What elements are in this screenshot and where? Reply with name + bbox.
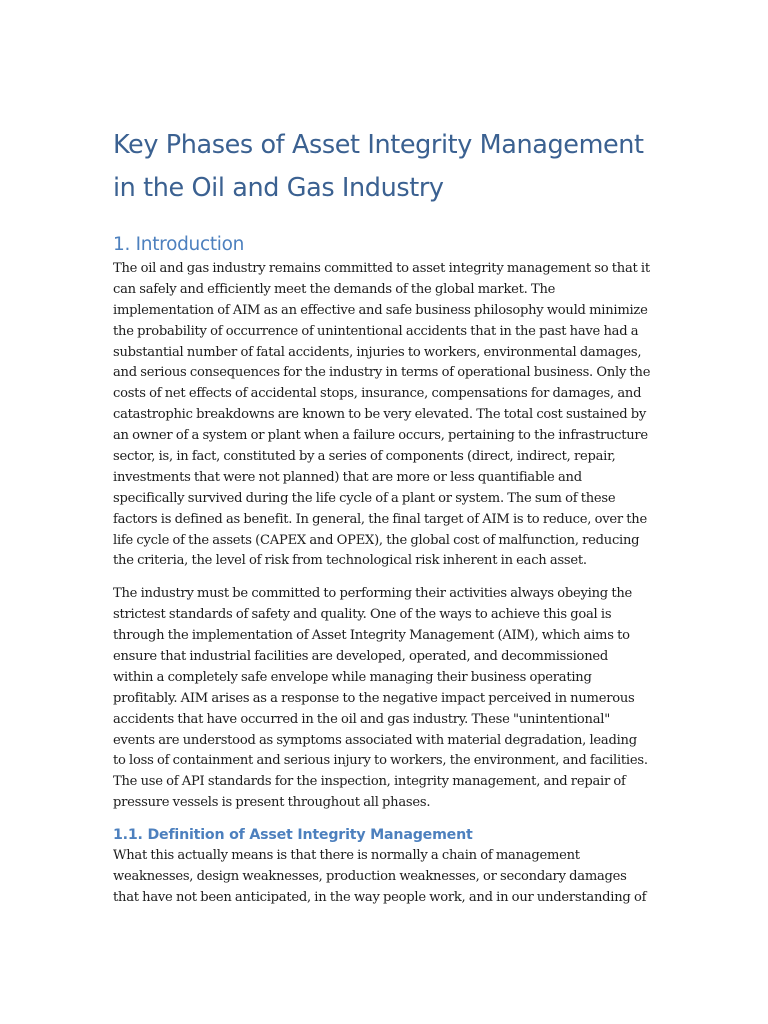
text-line: catastrophic breakdowns are known to be very elevated. The total cost sustained by <box>113 407 647 423</box>
text-line: sector, is, in fact, constituted by a series of components (direct, indirect, repair, <box>113 449 616 465</box>
text-line: the probability of occurrence of unintentional accidents that in the past have had a <box>113 323 639 339</box>
text-line: an owner of a system or plant when a failure occurs, pertaining to the infrastructure <box>113 428 648 444</box>
text-line: accidents that have occurred in the oil and gas industry. These "unintentional" <box>113 711 610 727</box>
text-line: specifically survived during the life cycle of a plant or system. The sum of these <box>113 490 616 506</box>
document-body <box>113 124 658 909</box>
text-line: strictest standards of safety and quality. One of the ways to achieve this goal is <box>113 607 612 623</box>
text-line: pressure vessels is present throughout all phases. <box>113 795 431 811</box>
document-title <box>113 124 658 210</box>
text-line: profitably. AIM arises as a response to the negative impact perceived in numerous <box>113 690 635 706</box>
text-line: that have not been anticipated, in the way people work, and in our understanding of <box>113 889 647 905</box>
document-title-line: Key Phases of Asset Integrity Management <box>113 130 644 160</box>
text-line: through the implementation of Asset Integrity Management (AIM), which aims to <box>113 628 630 644</box>
text-line: factors is defined as benefit. In general, the final target of AIM is to reduce, over the <box>113 511 647 527</box>
text-line: weaknesses, design weaknesses, production weaknesses, or secondary damages <box>113 869 627 885</box>
text-line: and serious consequences for the industry in terms of operational business. Only the <box>113 365 651 381</box>
section-heading-introduction: 1. Introduction <box>113 234 245 255</box>
text-line: The oil and gas industry remains committed to asset integrity management so that it <box>113 261 650 276</box>
text-line: within a completely safe envelope while managing their business operating <box>113 669 592 685</box>
text-line: The use of API standards for the inspection, integrity management, and repair of <box>113 774 626 790</box>
text-line: ensure that industrial facilities are developed, operated, and decommissioned <box>113 649 609 665</box>
text-line: substantial number of fatal accidents, injuries to workers, environmental damages, <box>113 344 642 360</box>
text-line: What this actually means is that there is normally a chain of management <box>113 848 580 864</box>
introduction-paragraph-1 <box>113 259 658 572</box>
text-line: the criteria, the level of risk from technological risk inherent in each asset. <box>113 553 587 569</box>
definition-paragraph-1 <box>113 846 658 909</box>
introduction-paragraph-2 <box>113 584 658 814</box>
text-line: investments that were not planned) that are more or less quantifiable and <box>113 469 582 485</box>
text-line: The industry must be committed to performing their activities always obeying the <box>113 586 633 602</box>
section-heading-definition: 1.1. Definition of Asset Integrity Management <box>113 827 473 844</box>
document-title-line: in the Oil and Gas Industry <box>113 173 444 203</box>
text-line: costs of net effects of accidental stops, insurance, compensations for damages, and <box>113 386 642 402</box>
text-line: implementation of AIM as an effective and safe business philosophy would minimize <box>113 302 648 318</box>
text-line: to loss of containment and serious injury to workers, the environment, and facilities. <box>113 753 648 769</box>
text-line: can safely and efficiently meet the demands of the global market. The <box>113 281 556 297</box>
text-line: life cycle of the assets (CAPEX and OPEX), the global cost of malfunction, reducing <box>113 532 640 548</box>
text-line: events are understood as symptoms associated with material degradation, leading <box>113 732 637 748</box>
